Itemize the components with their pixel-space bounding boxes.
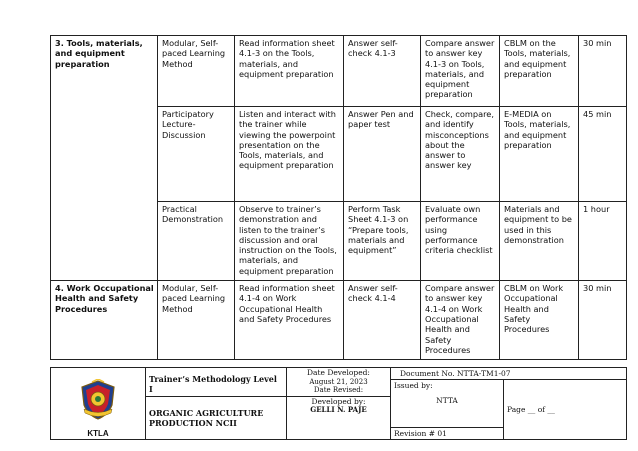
date-developed-label: Date Developed: — [307, 368, 370, 377]
document-number: Document No. NTTA-TM1-07 — [400, 369, 511, 378]
method-cell: Modular, Self-paced Learning Method — [158, 281, 235, 360]
method-cell: Participatory Lecture-Discussion — [158, 107, 235, 202]
developer-cell — [287, 396, 391, 439]
feedback-cell: Compare answer to answer key 4.1-4 on Work Occupational Health and Safety Procedures — [421, 281, 500, 360]
developed-by-label: Developed by: — [311, 396, 366, 406]
presentation-cell: Read information sheet 4.1-3 on the Tools, materials, and equipment preparation — [235, 36, 344, 107]
method-cell: Practical Demonstration — [158, 202, 235, 281]
date-cell — [287, 368, 391, 397]
presentation-cell: Read information sheet 4.1-4 on Work Occupational Health and Safety Procedures — [235, 281, 344, 360]
course-cell — [146, 396, 287, 439]
page-number: Page __ of __ — [507, 404, 555, 414]
document-footer — [50, 367, 627, 440]
resources-cell: E-MEDIA on Tools, materials, and equipment preparation — [500, 107, 579, 202]
practice-cell: Perform Task Sheet 4.1-3 on “Prepare tools, materials and equipment” — [344, 202, 421, 281]
page-cell — [504, 380, 627, 440]
table-row — [51, 281, 627, 360]
time-cell: 1 hour — [579, 202, 627, 281]
resources-cell: Materials and equipment to be used in this demonstration — [500, 202, 579, 281]
methodology-title: Trainer’s Methodology Level I — [149, 374, 277, 394]
methodology-cell — [146, 368, 287, 397]
ktla-logo-icon — [78, 379, 118, 421]
feedback-cell: Check, compare, and identify misconceptions about the answer to answer key — [421, 107, 500, 202]
issued-by-label: Issued by: — [394, 381, 433, 390]
learning-content-cell: 3. Tools, materials, and equipment preparation — [51, 36, 158, 281]
time-cell: 30 min — [579, 281, 627, 360]
feedback-cell: Compare answer to answer key 4.1-3 on Tools, materials, and equipment preparation — [421, 36, 500, 107]
logo-label: KTLA — [87, 428, 109, 438]
feedback-cell: Evaluate own performance using performance criteria checklist — [421, 202, 500, 281]
resources-cell: CBLM on Work Occupational Health and Safety Procedures — [500, 281, 579, 360]
issued-by-cell — [391, 380, 504, 428]
practice-cell: Answer Pen and paper test — [344, 107, 421, 202]
presentation-cell: Observe to trainer’s demonstration and listen to the trainer’s discussion and oral instruction on the Tools, materials, and equipment preparation — [235, 202, 344, 281]
time-cell: 30 min — [579, 36, 627, 107]
revision-number: Revision # 01 — [394, 428, 447, 438]
session-plan-table — [50, 35, 627, 360]
revision-cell — [391, 427, 504, 439]
developer-name: GELLI N. PAJE — [310, 405, 367, 414]
date-developed-value: August 21, 2023 — [309, 377, 368, 386]
document-number-cell — [391, 368, 627, 380]
logo-cell — [51, 368, 146, 440]
table-row — [51, 36, 627, 107]
date-revised-label: Date Revised: — [313, 386, 364, 394]
learning-content-cell: 4. Work Occupational Health and Safety Procedures — [51, 281, 158, 360]
method-cell: Modular, Self-paced Learning Method — [158, 36, 235, 107]
issuer-value: NTTA — [436, 396, 458, 405]
course-title: ORGANIC AGRICULTURE PRODUCTION NCII — [149, 407, 264, 428]
practice-cell: Answer self-check 4.1-3 — [344, 36, 421, 107]
time-cell: 45 min — [579, 107, 627, 202]
presentation-cell: Listen and interact with the trainer while viewing the powerpoint presentation on the Tools, materials, and equipment preparation — [235, 107, 344, 202]
practice-cell: Answer self-check 4.1-4 — [344, 281, 421, 360]
resources-cell: CBLM on the Tools, materials, and equipment preparation — [500, 36, 579, 107]
